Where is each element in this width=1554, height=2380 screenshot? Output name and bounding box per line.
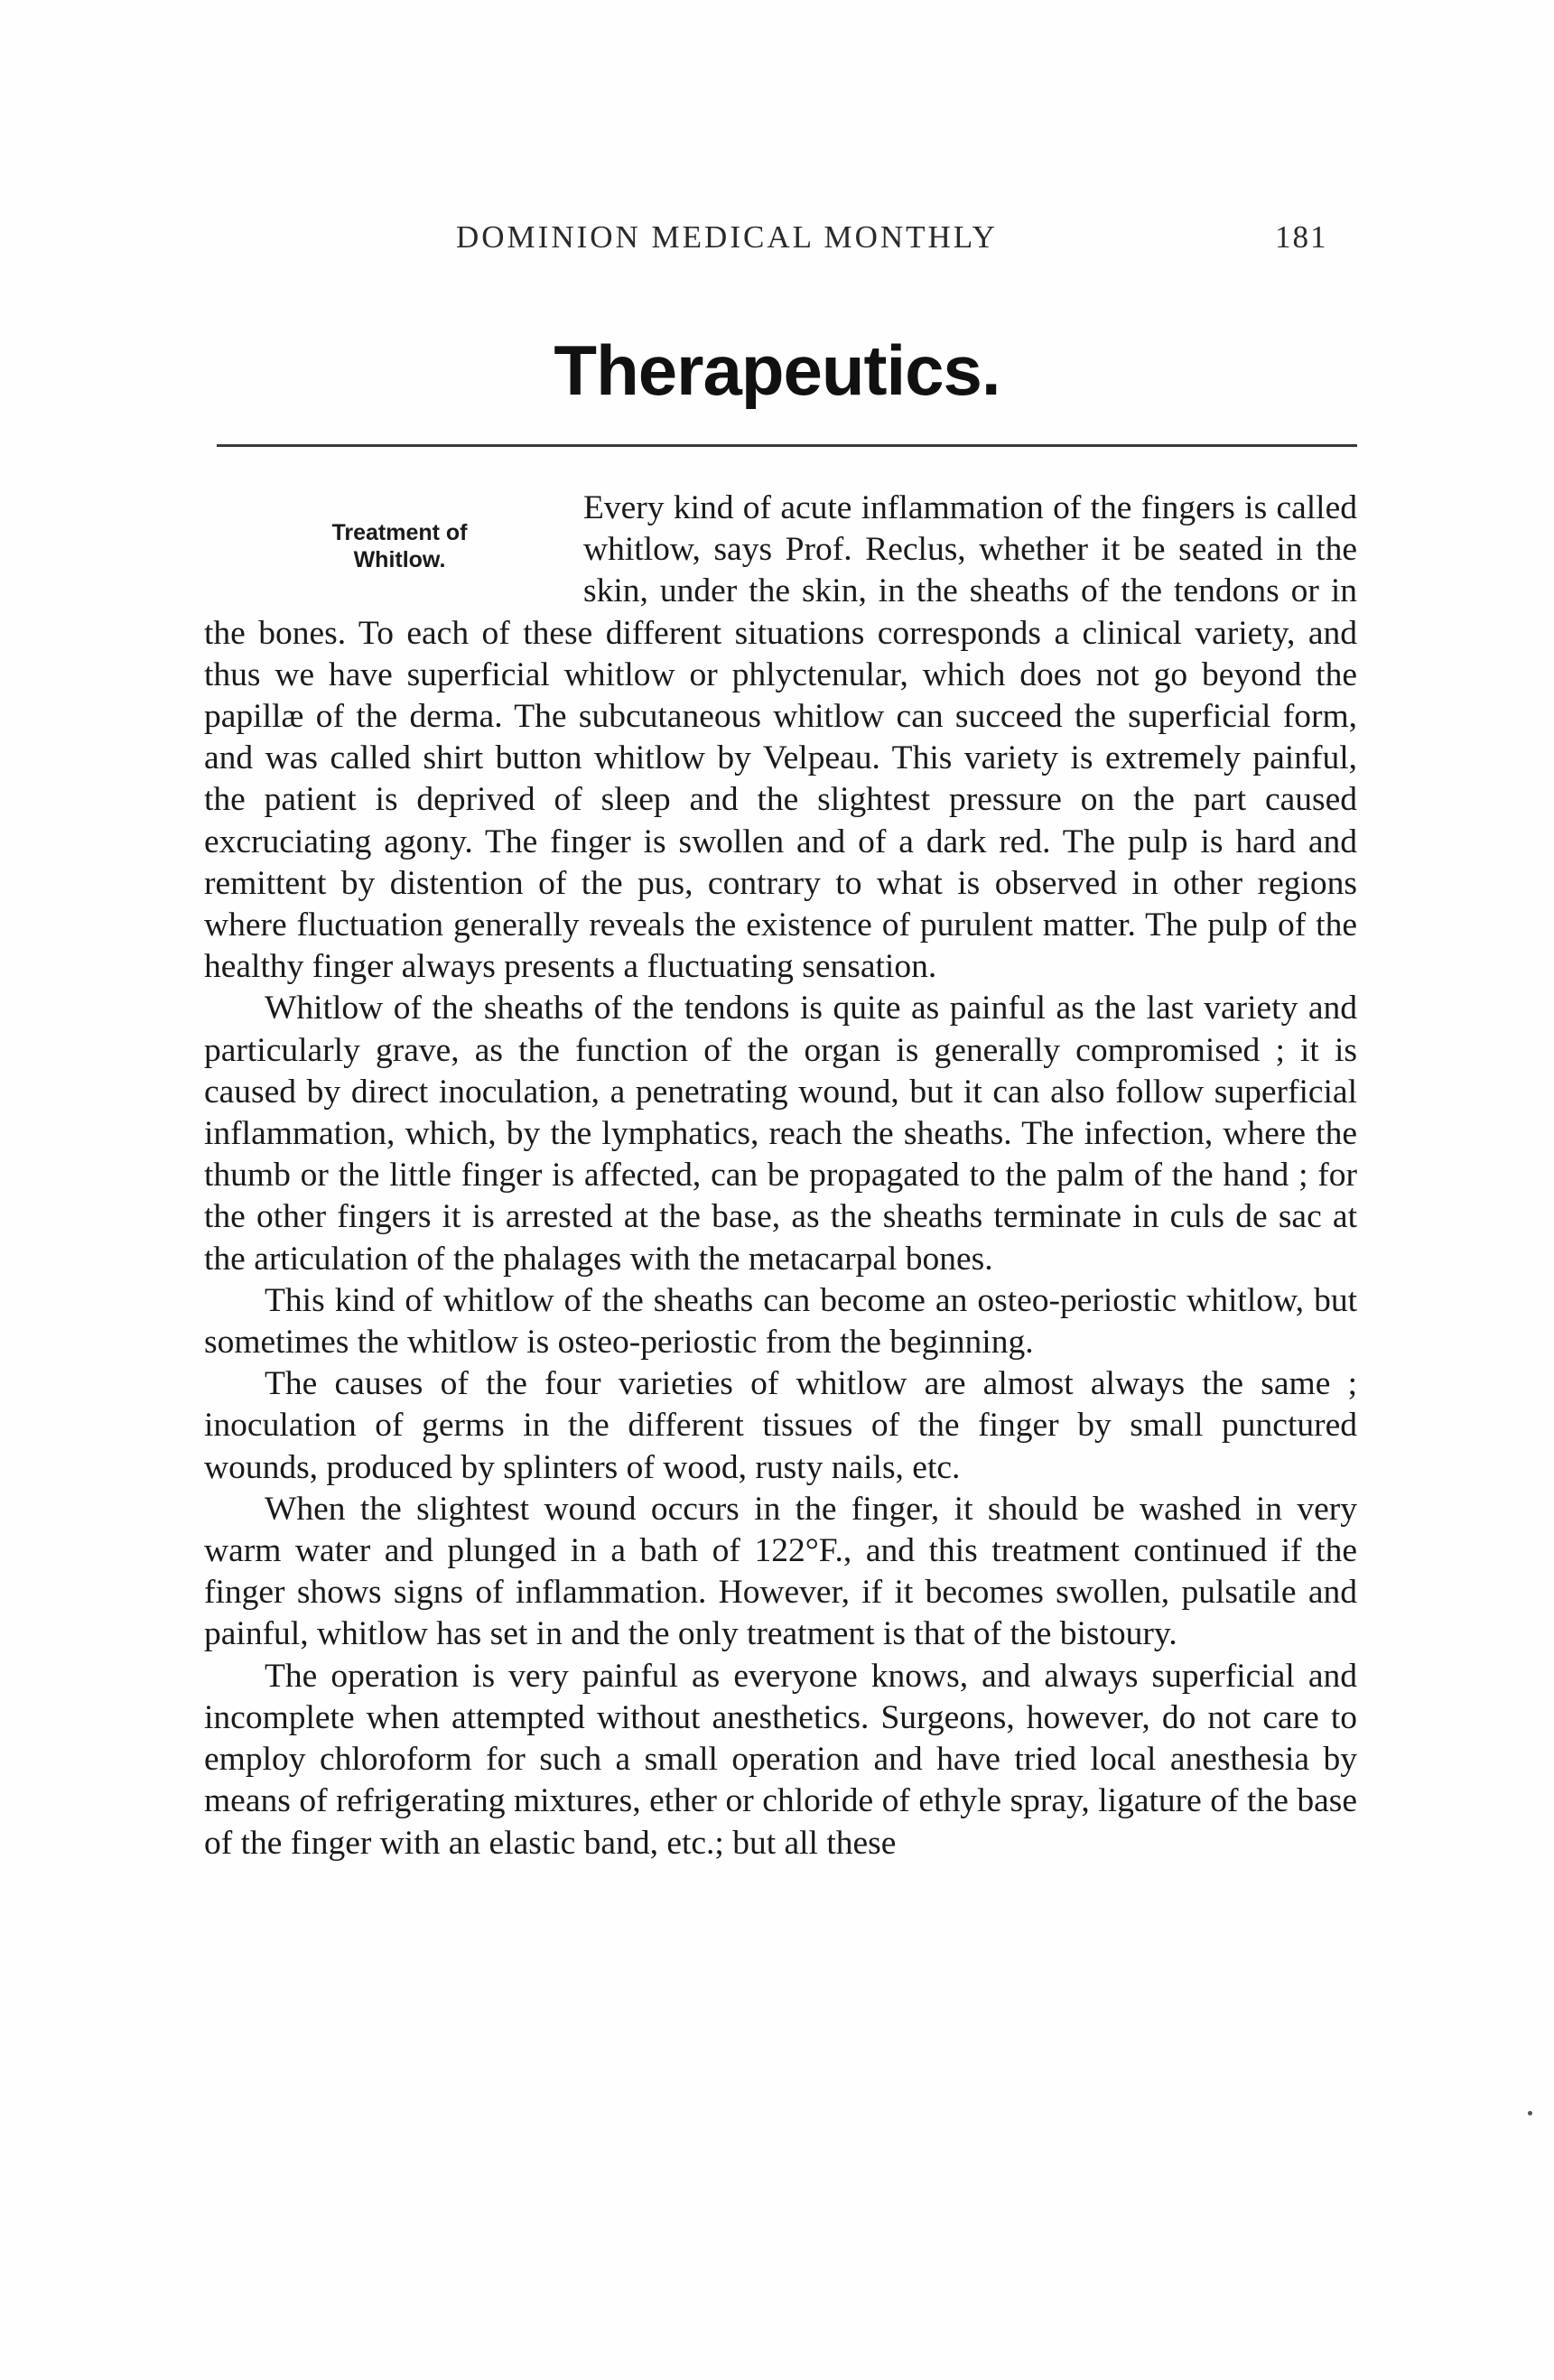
article-body (204, 488, 1357, 1864)
running-title: DOMINION MEDICAL MONTHLY (456, 219, 998, 255)
page-number: 181 (1275, 219, 1328, 255)
paragraph: When the slightest wound occurs in the finger, it should be washed in very warm water and plunged in a bath of 122°F., and this treatment continued if the finger shows signs of inflammation. However, if it becomes swollen, pulsatile and painful, whitlow has set in and the only treatment is that of the bistoury. (204, 1490, 1357, 1653)
side-heading-line-2: Whitlow. (353, 547, 446, 572)
paragraph: Whitlow of the sheaths of the tendons is quite as painful as the last variety and particularly grave, as the function of the organ is generally compromised ; it is caused by direct inoculation, a penetrating wound, but it can also follow superficial inflammation, which, by the lymphatics, reach the sheaths. The infection, where the thumb or the little finger is affected, can be propagated to the palm of the hand ; for the other fingers it is arrested at the base, as the sheaths terminate in culs de sac at the articulation of the phalages with the metacarpal bones. (204, 990, 1357, 1278)
title-rule (217, 444, 1357, 447)
margin-speck (1528, 2111, 1532, 2115)
paragraph: The operation is very painful as everyone knows, and always superficial and incomplete when attempted without anesthetics. Surgeons, however, do not care to employ chloroform for such a small operation and have tried local anesthesia by means of refrigerating mixtures, ether or chloride of ethyle spray, ligature of the base of the finger with an elastic band, etc.; but all these (204, 1657, 1357, 1862)
paragraph: The causes of the four varieties of whitlow are almost always the same ; inoculation of germs in the different tissues of the finger by small punctured wounds, produced by splinters of wood, rusty nails, etc. (204, 1365, 1357, 1486)
paragraph: This kind of whitlow of the sheaths can become an osteo-periostic whitlow, but sometimes the whitlow is osteo-periostic from the beginning. (204, 1281, 1357, 1362)
side-heading-space (204, 488, 583, 612)
section-title: Therapeutics. (554, 330, 1000, 410)
paragraph: Every kind of acute inflammation of the fingers is called whitlow, says Prof. Reclus, whether it be seated in the skin, under the skin, in the sheaths of the tendons or in the bones. To each of these different situations corresponds a clinical variety, and thus we have superficial whitlow or phlyctenular, which does not go beyond the papillæ of the derma. The subcutaneous whitlow can succeed the superficial form, and was called shirt button whitlow by Velpeau. This variety is extremely painful, the patient is deprived of sleep and the slightest pressure on the part caused excruciating agony. The finger is swollen and of a dark red. The pulp is hard and remittent by distention of the pus, contrary to what is observed in other regions where fluctuation generally reveals the existence of purulent matter. The pulp of the healthy finger always presents a fluctuating sensation. (204, 489, 1357, 986)
side-heading-line-1: Treatment of (331, 520, 468, 545)
